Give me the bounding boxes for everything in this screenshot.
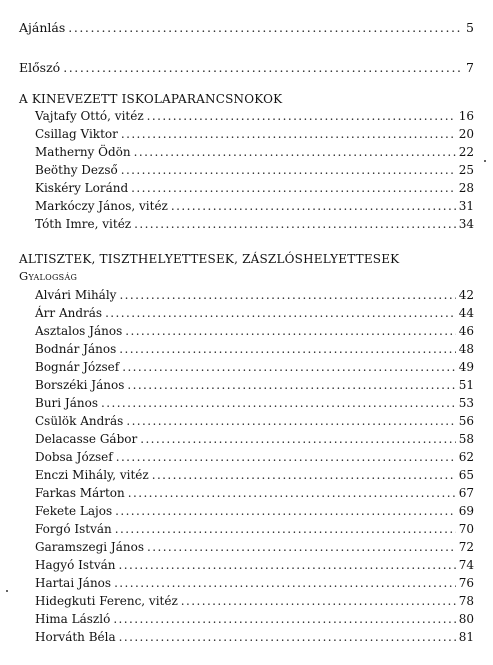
- entry-title: Matherny Ödön: [35, 145, 131, 159]
- entry-title: Borszéki János: [35, 378, 125, 392]
- toc-entry[interactable]: [35, 557, 474, 574]
- toc-entry[interactable]: [35, 377, 474, 394]
- entry-title: Garamszegi János: [35, 540, 145, 554]
- dot-leader: [114, 575, 456, 592]
- entry-page-number: 72: [458, 540, 474, 554]
- entry-title: Bodnár János: [35, 342, 117, 356]
- entry-title: Előszó: [19, 60, 61, 75]
- entry-page-number: 7: [466, 60, 474, 75]
- toc-entry[interactable]: [35, 305, 474, 322]
- entry-title: Kiskéry Loránd: [35, 181, 129, 195]
- scan-speck: [484, 160, 486, 162]
- entry-title: Tóth Imre, vitéz: [35, 217, 132, 231]
- dot-leader: [119, 287, 455, 304]
- toc-entry[interactable]: [35, 431, 474, 448]
- toc-entry[interactable]: [35, 198, 474, 215]
- toc-entry[interactable]: [35, 180, 474, 197]
- section-heading: A KINEVEZETT ISKOLAPARANCSNOKOK: [19, 92, 283, 106]
- dot-leader: [152, 467, 456, 484]
- entry-page-number: 62: [458, 450, 474, 464]
- dot-leader: [127, 377, 455, 394]
- toc-entry[interactable]: [35, 413, 474, 430]
- toc-entry[interactable]: [35, 395, 474, 412]
- toc-entry-front-matter[interactable]: [19, 59, 474, 76]
- toc-entry[interactable]: [35, 593, 474, 610]
- dot-leader: [147, 539, 456, 556]
- toc-entry[interactable]: [35, 539, 474, 556]
- entry-page-number: 49: [458, 360, 474, 374]
- entry-page-number: 51: [458, 378, 474, 392]
- dot-leader: [134, 144, 456, 161]
- entry-title: Bognár József: [35, 360, 120, 374]
- toc-entry[interactable]: [35, 341, 474, 358]
- entry-page-number: 31: [458, 199, 474, 213]
- entry-title: Farkas Márton: [35, 486, 125, 500]
- dot-leader: [140, 431, 456, 448]
- subsection-heading: Gyalogság: [19, 269, 78, 283]
- toc-entry[interactable]: [35, 216, 474, 233]
- entry-title: Hima László: [35, 612, 111, 626]
- entry-title: Forgó István: [35, 522, 112, 536]
- entry-title: Buri János: [35, 396, 99, 410]
- entry-title: Ajánlás: [19, 20, 66, 35]
- dot-leader: [105, 305, 456, 322]
- entry-title: Delacasse Gábor: [35, 432, 138, 446]
- entry-title: Hidegkuti Ferenc, vitéz: [35, 594, 178, 608]
- entry-page-number: 74: [458, 558, 474, 572]
- dot-leader: [131, 180, 456, 197]
- toc-entry[interactable]: [35, 108, 474, 125]
- entry-title: Hagyó István: [35, 558, 116, 572]
- entry-page-number: 28: [458, 181, 474, 195]
- toc-entry-front-matter[interactable]: [19, 19, 474, 36]
- dot-leader: [116, 449, 456, 466]
- entry-page-number: 16: [458, 109, 474, 123]
- entry-page-number: 53: [458, 396, 474, 410]
- dot-leader: [128, 485, 456, 502]
- toc-entry[interactable]: [35, 126, 474, 143]
- entry-page-number: 48: [458, 342, 474, 356]
- section-heading: ALTISZTEK, TISZTHELYETTESEK, ZÁSZLÓSHELYETTESEK: [19, 252, 400, 266]
- dot-leader: [121, 126, 456, 143]
- entry-page-number: 81: [458, 630, 474, 644]
- toc-entry[interactable]: [35, 575, 474, 592]
- entry-title: Árr András: [35, 306, 103, 320]
- entry-page-number: 70: [458, 522, 474, 536]
- entry-page-number: 65: [458, 468, 474, 482]
- entry-title: Markóczy János, vitéz: [35, 199, 168, 213]
- entry-page-number: 25: [458, 163, 474, 177]
- entry-page-number: 5: [466, 20, 474, 35]
- entry-page-number: 20: [458, 127, 474, 141]
- entry-page-number: 69: [458, 504, 474, 518]
- dot-leader: [181, 593, 456, 610]
- entry-title: Csillag Viktor: [35, 127, 118, 141]
- entry-page-number: 76: [458, 576, 474, 590]
- entry-title: Dobsa József: [35, 450, 113, 464]
- toc-entry[interactable]: [35, 467, 474, 484]
- dot-leader: [125, 323, 455, 340]
- scan-speck: [6, 590, 8, 592]
- toc-entry[interactable]: [35, 323, 474, 340]
- dot-leader: [147, 108, 456, 125]
- dot-leader: [126, 413, 455, 430]
- toc-entry[interactable]: [35, 144, 474, 161]
- dot-leader: [119, 341, 455, 358]
- entry-title: Vajtafy Ottó, vitéz: [35, 109, 144, 123]
- dot-leader: [134, 216, 456, 233]
- entry-title: Asztalos János: [35, 324, 123, 338]
- entry-page-number: 67: [458, 486, 474, 500]
- toc-entry[interactable]: [35, 485, 474, 502]
- dot-leader: [171, 198, 456, 215]
- toc-entry[interactable]: [35, 611, 474, 628]
- dot-leader: [122, 359, 456, 376]
- entry-page-number: 80: [458, 612, 474, 626]
- entry-title: Csülök András: [35, 414, 124, 428]
- entry-title: Alvári Mihály: [35, 288, 117, 302]
- toc-entry[interactable]: [35, 287, 474, 304]
- entry-title: Enczi Mihály, vitéz: [35, 468, 149, 482]
- dot-leader: [121, 162, 456, 179]
- entry-page-number: 78: [458, 594, 474, 608]
- entry-title: Beöthy Dezső: [35, 163, 118, 177]
- dot-leader: [119, 557, 456, 574]
- toc-entry[interactable]: [35, 449, 474, 466]
- toc-entry[interactable]: [35, 521, 474, 538]
- dot-leader: [115, 503, 456, 520]
- entry-page-number: 46: [458, 324, 474, 338]
- entry-page-number: 22: [458, 145, 474, 159]
- dot-leader: [119, 629, 456, 646]
- toc-entry[interactable]: [35, 629, 474, 646]
- dot-leader: [101, 395, 456, 412]
- dot-leader: [63, 59, 463, 76]
- toc-entry[interactable]: [35, 503, 474, 520]
- entry-title: Hartai János: [35, 576, 112, 590]
- entry-title: Fekete Lajos: [35, 504, 113, 518]
- entry-page-number: 44: [458, 306, 474, 320]
- entry-page-number: 58: [458, 432, 474, 446]
- dot-leader: [68, 19, 463, 36]
- entry-page-number: 42: [458, 288, 474, 302]
- dot-leader: [113, 611, 455, 628]
- entry-title: Horváth Béla: [35, 630, 116, 644]
- toc-entry[interactable]: [35, 162, 474, 179]
- toc-entry[interactable]: [35, 359, 474, 376]
- dot-leader: [115, 521, 456, 538]
- entry-page-number: 56: [458, 414, 474, 428]
- entry-page-number: 34: [458, 217, 474, 231]
